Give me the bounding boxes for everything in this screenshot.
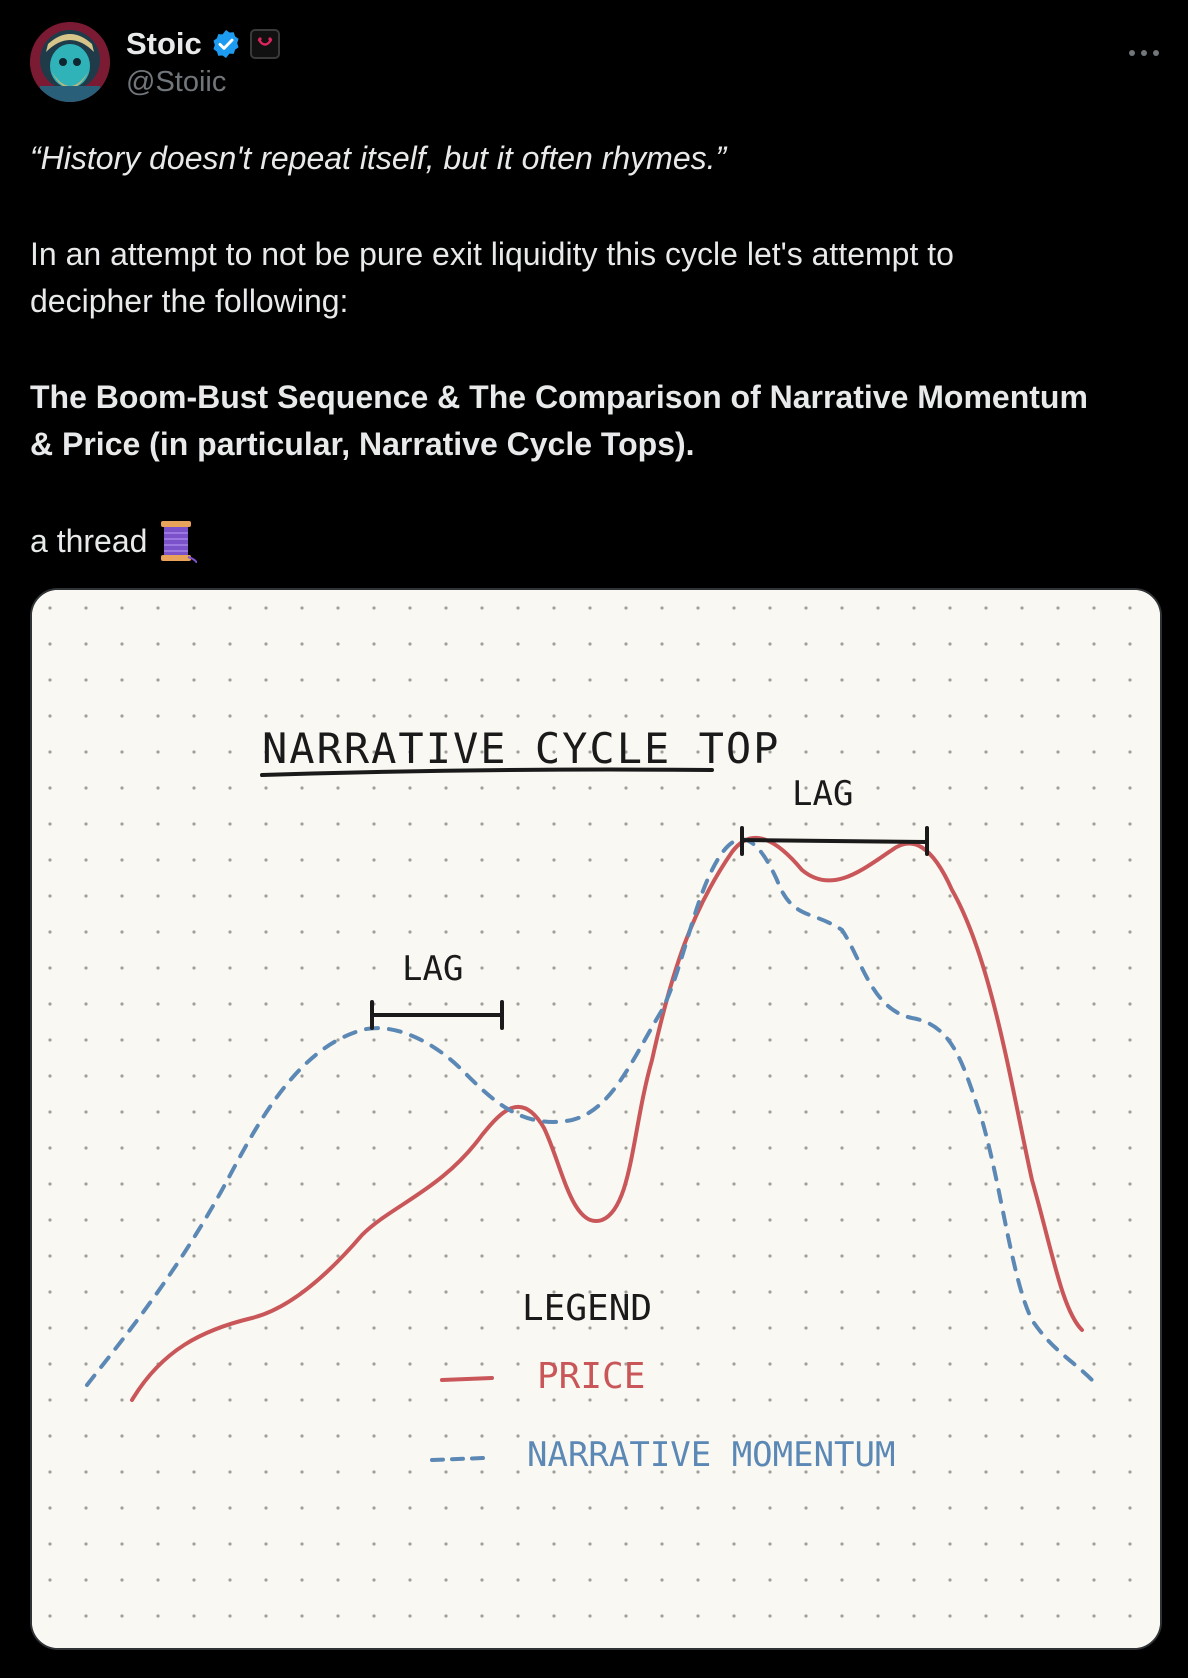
tweet-header bbox=[30, 22, 1160, 104]
lag-label-1: LAG bbox=[402, 949, 464, 989]
sketch-title: NARRATIVE CYCLE TOP bbox=[262, 724, 781, 773]
tweet-bold-line-1: The Boom-Bust Sequence & The Comparison of Narrative Momentum bbox=[30, 379, 1088, 415]
legend-momentum-label: NARRATIVE MOMENTUM bbox=[527, 1435, 896, 1475]
thread-line bbox=[30, 518, 197, 564]
legend-price-label: PRICE bbox=[537, 1356, 646, 1397]
legend-title: LEGEND bbox=[522, 1288, 653, 1329]
avatar[interactable] bbox=[30, 22, 110, 102]
legend-price-swatch bbox=[442, 1378, 492, 1380]
author-name[interactable]: Stoic bbox=[126, 26, 202, 61]
tweet-paragraph-line-2: decipher the following: bbox=[30, 283, 349, 319]
affiliate-badge-icon[interactable] bbox=[250, 29, 280, 59]
more-icon[interactable] bbox=[1128, 32, 1160, 66]
thread-text: a thread bbox=[30, 523, 148, 559]
lag-label-2: LAG bbox=[792, 774, 854, 814]
author-row bbox=[126, 26, 280, 62]
legend-momentum-swatch bbox=[432, 1458, 484, 1460]
avatar-image bbox=[30, 22, 110, 102]
narrative-cycle-sketch bbox=[32, 590, 1160, 1648]
tweet-paragraph-line-1: In an attempt to not be pure exit liquidity this cycle let's attempt to bbox=[30, 236, 954, 272]
media-image[interactable] bbox=[30, 588, 1162, 1650]
tweet-quote: “History doesn't repeat itself, but it often rhymes.” bbox=[30, 140, 727, 176]
spool-of-thread-icon bbox=[157, 519, 197, 563]
tweet-bold-line-2: & Price (in particular, Narrative Cycle Tops). bbox=[30, 426, 695, 462]
verified-badge-icon bbox=[210, 28, 242, 60]
author-handle[interactable]: @Stoiic bbox=[126, 66, 227, 98]
